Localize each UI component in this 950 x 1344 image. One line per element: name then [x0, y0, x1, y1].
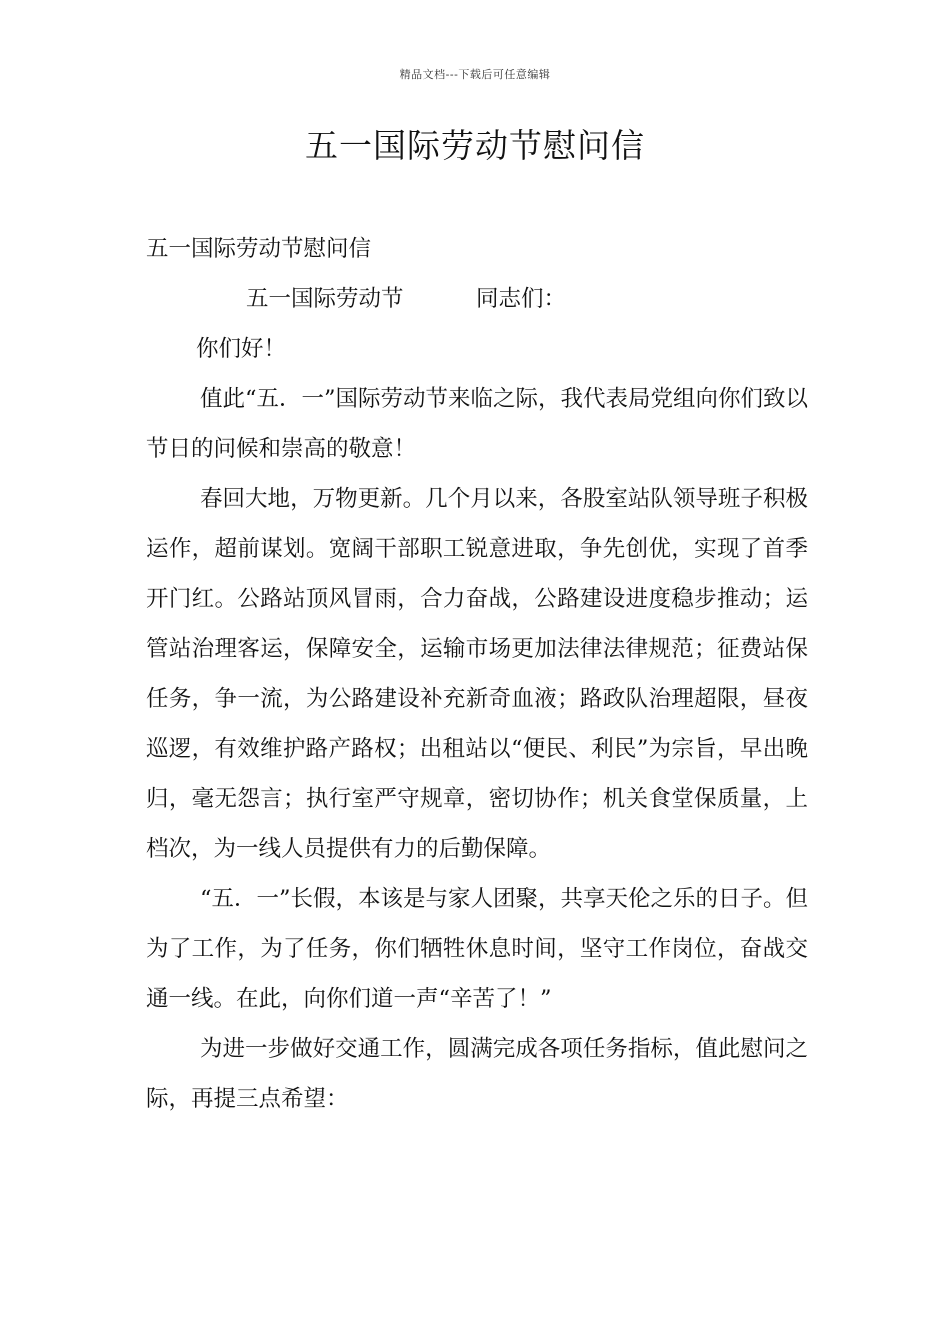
address-recipient: 同志们：: [476, 286, 567, 312]
paragraph-3: “五．一”长假，本该是与家人团聚，共享天伦之乐的日子。但为了工作，为了任务，你们牺牲休息时间，坚守工作岗位，奋战交通一线。在此，向你们道一声“辛苦了！”: [146, 886, 809, 1012]
paragraph-4: 为进一步做好交通工作，圆满完成各项任务指标，值此慰问之际，再提三点希望：: [146, 1036, 808, 1112]
letter-subtitle: 五一国际劳动节慰问信: [146, 236, 372, 262]
letter-address: [146, 274, 808, 324]
paragraph-2: 春回大地，万物更新。几个月以来，各股室站队领导班子积极运作，超前谋划。宽阔干部职工锐意进取，争先创优，实现了首季开门红。公路站顶风冒雨，合力奋战，公路建设进度稳步推动；运管站治理客运，保障安全，运输市场更加法律法律规范；征费站保任务，争一流，为公路建设补充新奇血液；路政队治理超限，昼夜巡逻，有效维护路产路权；出租站以“便民、利民”为宗旨，早出晚归，毫无怨言；执行室严守规章，密切协作；机关食堂保质量，上档次，为一线人员提供有力的后勤保障。: [146, 486, 808, 862]
letter-body: [146, 224, 808, 1124]
document-title: 五一国际劳动节慰问信: [305, 126, 645, 165]
address-holiday: 五一国际劳动节: [246, 286, 404, 312]
paragraph-1: 值此“五．一”国际劳动节来临之际，我代表局党组向你们致以节日的问候和崇高的敬意！: [146, 386, 809, 462]
letter-greeting: 你们好！: [196, 336, 287, 362]
header-note: 精品文档---下载后可任意编辑: [399, 68, 551, 81]
